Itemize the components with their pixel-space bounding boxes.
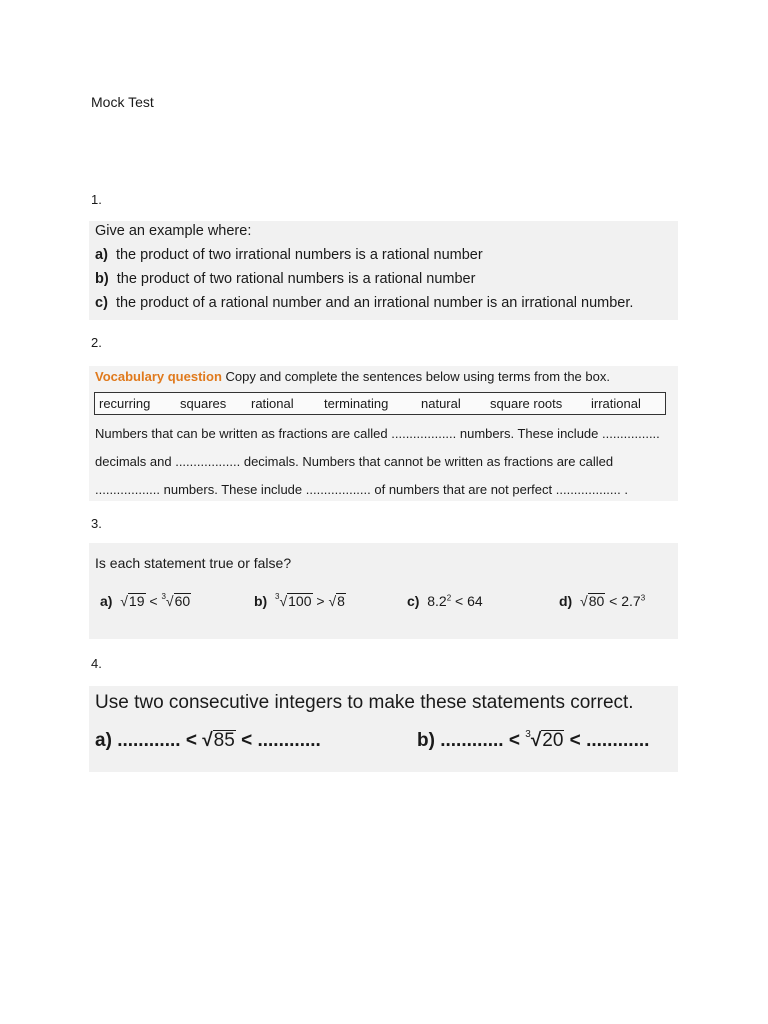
q3-item-d: d) $√80 < 2.7^3$ (559, 593, 646, 609)
q3-prompt: Is each statement true or false? (95, 555, 292, 571)
q2-header: Vocabulary question Copy and complete the sentences below using terms from the box. (95, 369, 610, 384)
question-1-image (89, 221, 678, 320)
q4-item-b: b) ............ < $^3$√20 < ............ (417, 729, 650, 751)
page-title: Mock Test (91, 94, 154, 110)
term: recurring (99, 396, 151, 411)
q1-item-b: b) the product of two rational numbers is a rational number (95, 271, 476, 287)
term: squares (180, 396, 227, 411)
q1-item-a: a) the product of two irrational numbers is a rational number (95, 247, 483, 263)
question-4-image (89, 686, 678, 772)
term: square roots (490, 396, 563, 411)
q3-item-a: a) √19 < $^3$√60 (100, 592, 191, 609)
vocabulary-heading: Vocabulary question (95, 369, 222, 384)
question-3-image (89, 543, 678, 639)
q3-item-b: b) $^3$√100 > √8 (254, 592, 345, 609)
term: natural (421, 396, 461, 411)
question-2-image (89, 366, 678, 501)
terms-box (94, 392, 666, 415)
q2-line: decimals and .................. decimals. Numbers that cannot be written as fractions are called (95, 454, 614, 469)
q3-item-c: c) $8.2^2 < 64$ (407, 593, 483, 609)
q4-item-a: a) ............ < √85 < ............ (95, 730, 321, 751)
q1-item-c: c) the product of a rational number and an irrational number is an irrational number. (95, 295, 634, 311)
term: irrational (591, 396, 641, 411)
question-4-number: 4. (91, 656, 102, 671)
question-3-number: 3. (91, 516, 102, 531)
q2-line: Numbers that can be written as fractions are called .................. numbers. These include ................ (95, 426, 660, 441)
question-2-number: 2. (91, 335, 102, 350)
q1-prompt: Give an example where: (95, 223, 252, 239)
q4-prompt: Use two consecutive integers to make these statements correct. (95, 692, 634, 713)
term: terminating (324, 396, 389, 411)
term: rational (251, 396, 294, 411)
question-1-number: 1. (91, 192, 102, 207)
q2-line: .................. numbers. These include .................. of numbers that are not perfect .................. . (95, 482, 628, 497)
